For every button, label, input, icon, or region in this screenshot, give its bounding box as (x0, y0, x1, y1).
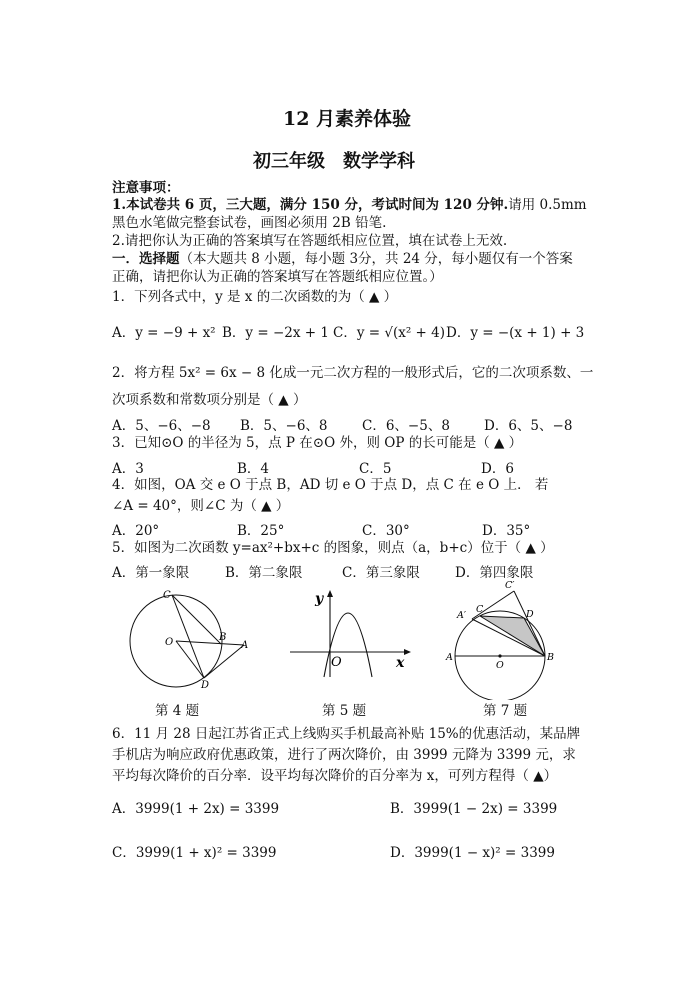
page-subtitle: 初三年级 数学学科 (253, 151, 415, 172)
fig4-label-A: A (241, 640, 249, 651)
q6-option-b: B．3999(1 − 2x) = 3399 (390, 801, 558, 817)
fig7-label-Cprime: C′ (505, 580, 515, 591)
q3-stem: 3．已知⊙O 的半径为 5，点 P 在⊙O 外，则 OP 的长可能是（ ▲ ） (112, 435, 523, 451)
fig7-label-A: A (446, 652, 453, 663)
fig5-label-x: x (396, 655, 405, 671)
note-2: 2.请把你认为正确的答案填写在答题纸相应位置，填在试卷上无效. (112, 233, 508, 249)
fig5-label-y: y (315, 591, 324, 607)
note-1 (112, 197, 587, 214)
q2-option-a: A．5、−6、−8 (112, 418, 211, 434)
fig4-label-C: C (163, 590, 171, 601)
q1-stem: 1．下列各式中，y 是 x 的二次函数的为（ ▲ ） (112, 289, 398, 305)
q6-option-a: A．3999(1 + 2x) = 3399 (112, 801, 280, 817)
page-title: 12 月素养体验 (283, 108, 412, 130)
fig4-line-OA (176, 641, 244, 645)
q4-option-d: D．35° (482, 523, 531, 539)
q4-stem-line2: ∠A = 40°，则∠C 为（ ▲ ） (112, 498, 290, 514)
q4-option-c: C．30° (362, 523, 410, 539)
fig7-label-D: D (526, 609, 534, 620)
fig4-label-D: D (201, 680, 210, 691)
section1-line2: 正确，请把你认为正确的答案填写在答题纸相应位置。） (112, 269, 443, 285)
q5-option-d: D．第四象限 (455, 565, 534, 581)
fig4-label-B: B (219, 632, 227, 643)
fig4-line-CB (172, 595, 221, 644)
note-1-main: 1.本试卷共 6 页，三大题，满分 150 分，考试时间为 120 分钟. (112, 197, 509, 213)
q1-option-c: C．y = √(x² + 4) (333, 325, 445, 341)
note-1-tail: 请用 0.5mm (508, 197, 587, 213)
q6-option-c: C．3999(1 + x)² = 3399 (112, 845, 277, 861)
q5-option-a: A．第一象限 (112, 565, 190, 581)
fig7-label-Aprime: A′ (457, 610, 467, 621)
q3-option-a: A．3 (112, 461, 144, 477)
fig5-x-arrow (404, 649, 411, 655)
q4-stem-line1: 4．如图，OA 交 e O 于点 B，AD 切 e O 于点 D，点 C 在 e O 上． 若 (112, 477, 549, 493)
notes-heading: 注意事项： (112, 180, 180, 196)
note-1-cont: 黑色水笔做完整套试卷，画图必须用 2B 铅笔. (112, 215, 387, 231)
fig5-y-arrow (327, 590, 333, 597)
figure-q5 (286, 585, 416, 681)
q2-option-b: B．5、−6、8 (240, 418, 328, 434)
fig7-label-O: O (496, 660, 504, 671)
q6-stem-line1: 6．11 月 28 日起江苏省正式上线购买手机最高补贴 15%的优惠活动，某品牌 (112, 726, 581, 742)
q6-stem-line3: 平均每次降价的百分率．设平均每次降价的百分率为 x，可列方程得（ ▲） (112, 768, 558, 784)
q1-option-a: A．y = −9 + x² (112, 325, 216, 341)
fig7-label-B: B (547, 652, 554, 663)
q3-option-d: D．6 (481, 461, 514, 477)
section1-desc: （本大题共 8 小题，每小题 3分，共 24 分，每小题仅有一个答案 (179, 251, 573, 267)
fig7-caption: 第 7 题 (483, 703, 528, 719)
q5-stem: 5．如图为二次函数 y=ax²+bx+c 的图象，则点（a，b+c）位于（ ▲ ） (112, 540, 554, 556)
q4-option-a: A．20° (112, 523, 160, 539)
q2-option-c: C．6、−5、8 (362, 418, 450, 434)
q4-option-b: B．25° (237, 523, 285, 539)
fig7-label-C: C (476, 604, 484, 615)
q5-option-c: C．第三象限 (342, 565, 420, 581)
q1-option-b: B．y = −2x + 1 (222, 325, 329, 341)
q3-option-c: C．5 (359, 461, 392, 477)
fig4-line-OD (176, 641, 204, 678)
fig4-label-O: O (165, 637, 174, 648)
fig4-line-AD (204, 645, 244, 678)
q3-option-b: B．4 (237, 461, 270, 477)
q2-option-d: D．6、5、−8 (484, 418, 573, 434)
q2-stem-line1: 2．将方程 5x² = 6x − 8 化成一元二次方程的一般形式后，它的二次项系数、一 (112, 365, 594, 381)
figure-q7 (444, 576, 559, 700)
fig5-label-O: O (331, 655, 342, 670)
section1-line1 (112, 251, 573, 268)
fig4-caption: 第 4 题 (155, 703, 200, 719)
section1-heading: 一．选择题 (112, 251, 180, 267)
q2-stem-line2: 次项系数和常数项分别是（ ▲ ） (112, 392, 307, 408)
q1-option-d: D．y = −(x + 1) + 3 (446, 325, 585, 341)
fig7-center-dot (498, 654, 501, 657)
q5-option-b: B．第二象限 (225, 565, 303, 581)
figure-q4 (118, 588, 258, 696)
fig5-caption: 第 5 题 (322, 703, 367, 719)
q6-stem-line2: 手机店为响应政府优惠政策，进行了两次降价，由 3999 元降为 3399 元，求 (112, 747, 576, 763)
q6-option-d: D．3999(1 − x)² = 3399 (390, 845, 555, 861)
fig4-line-CD (172, 595, 204, 678)
